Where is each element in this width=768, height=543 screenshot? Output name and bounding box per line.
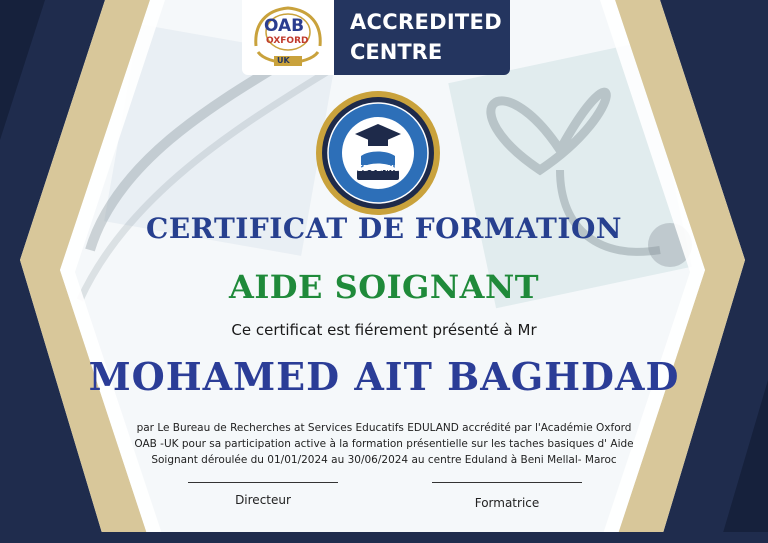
certificate-body <box>108 420 660 468</box>
oab-logo-panel <box>242 0 334 75</box>
body-line-3: Soignant déroulée du 01/01/2024 au 30/06/2024 au centre Eduland à Beni Mellal- Maroc <box>151 454 617 466</box>
director-signature-line <box>188 482 338 483</box>
course-title: AIDE SOIGNANT <box>229 268 539 306</box>
centre-label: CENTRE <box>350 40 443 64</box>
body-line-2: OAB -UK pour sa participation active à la formation présentielle sur les taches basiques d' Aide <box>134 438 634 450</box>
accreditation-badge <box>242 0 510 75</box>
eduland-seal-icon <box>313 88 443 218</box>
oab-logo-country-text: UK <box>277 56 290 65</box>
trainer-label: Formatrice <box>474 496 540 510</box>
recipient-name: MOHAMED AIT BAGHDAD <box>88 354 680 399</box>
oab-logo-main-text: OAB <box>264 16 305 36</box>
director-label: Directeur <box>235 493 291 507</box>
presented-to-text: Ce certificat est fiérement présenté à Mr <box>231 321 537 339</box>
certificate-title: CERTIFICAT DE FORMATION <box>146 212 622 245</box>
accredited-label: ACCREDITED <box>350 10 502 34</box>
accredited-centre-panel <box>334 0 510 75</box>
body-line-1: par Le Bureau de Recherches at Services Educatifs EDULAND accrédité par l'Académie Oxford <box>136 422 632 434</box>
oab-logo-sub-text: OXFORD <box>266 36 309 46</box>
seal-name: EDULAND <box>357 164 401 173</box>
trainer-signature-line <box>432 482 582 483</box>
